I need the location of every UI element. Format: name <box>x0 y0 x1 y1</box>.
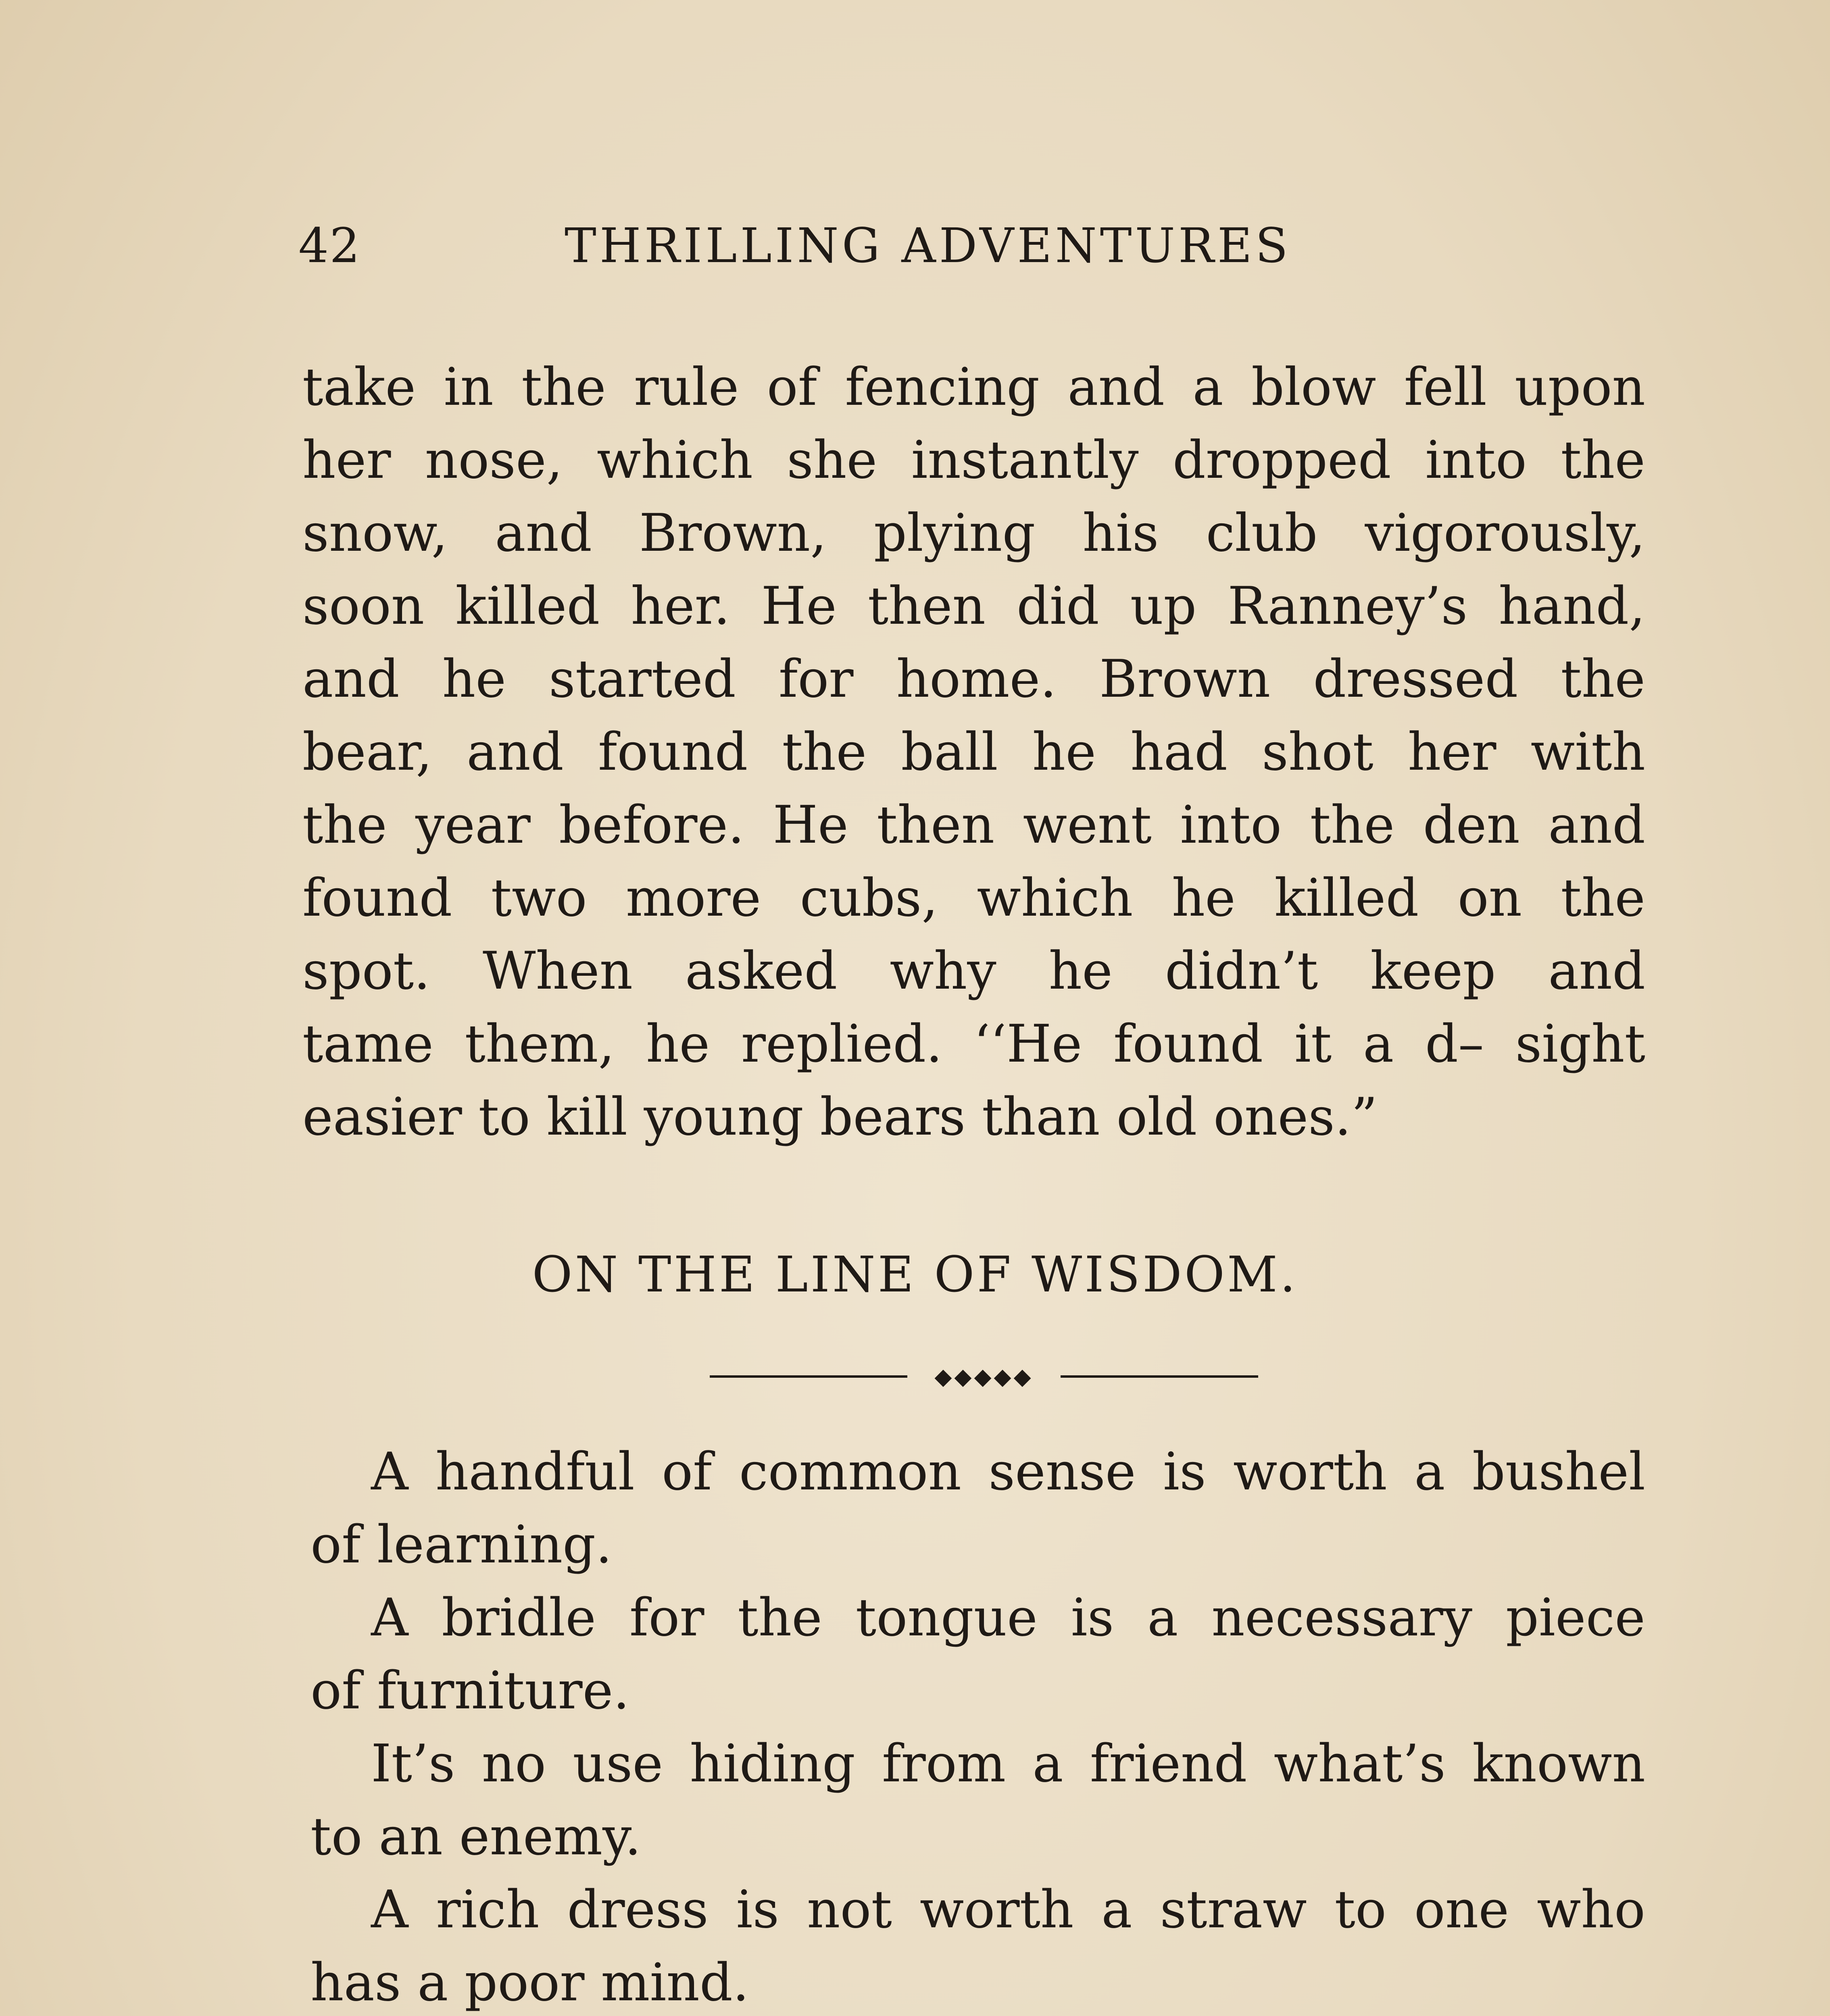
saying-line: of furniture. <box>311 1661 629 1721</box>
saying-line: A rich dress is not worth a straw to one who <box>371 1880 1645 1940</box>
diamond-ornament-icon: ◆◆◆◆◆ <box>934 1364 1034 1390</box>
saying <box>311 1873 1645 2016</box>
running-title: THRILLING ADVENTURES <box>565 218 1291 273</box>
story-line: tame them, he replied. ‘‘He found it a d– sight <box>302 1014 1645 1074</box>
sayings-list <box>311 1435 1645 2016</box>
story-line: and he started for home. Brown dressed the <box>302 649 1645 709</box>
page-number: 42 <box>298 218 361 273</box>
saying <box>311 1435 1645 1581</box>
saying-line: It’s no use hiding from a friend what’s known <box>371 1734 1645 1794</box>
section-heading: ON THE LINE OF WISDOM. <box>532 1246 1298 1303</box>
story-line: her nose, which she instantly dropped into the <box>302 430 1645 490</box>
saying-line: of learning. <box>311 1515 612 1575</box>
story-line: spot. When asked why he didn’t keep and <box>302 941 1645 1001</box>
divider-rule-left <box>710 1375 907 1378</box>
page-header <box>298 218 1428 290</box>
story-line: the year before. He then went into the den and <box>302 795 1645 855</box>
story-line: bear, and found the ball he had shot her with <box>302 722 1645 782</box>
ornamental-divider <box>710 1365 1258 1389</box>
divider-rule-right <box>1061 1375 1258 1378</box>
story-line: soon killed her. He then did up Ranney’s hand, <box>302 576 1645 636</box>
story-paragraph <box>302 351 1645 1154</box>
saying <box>311 1727 1645 1873</box>
saying <box>311 1581 1645 1727</box>
story-line: snow, and Brown, plying his club vigorously, <box>302 503 1645 563</box>
story-line: found two more cubs, which he killed on the <box>302 868 1645 928</box>
story-line: easier to kill young bears than old ones.” <box>302 1087 1378 1147</box>
saying-line: A handful of common sense is worth a bushel <box>371 1442 1645 1502</box>
saying-line: to an enemy. <box>311 1807 641 1867</box>
saying-line: A bridle for the tongue is a necessary piece <box>371 1588 1645 1648</box>
saying-line: has a poor mind. <box>311 1953 749 2013</box>
story-line: take in the rule of fencing and a blow fell upon <box>302 357 1645 417</box>
